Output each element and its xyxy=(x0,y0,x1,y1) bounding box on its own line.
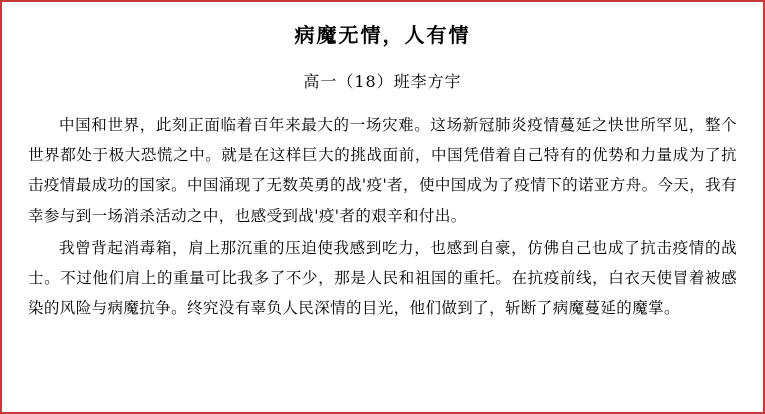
document-body xyxy=(2,2,763,412)
paragraph-1: 中国和世界，此刻正面临着百年来最大的一场灾难。这场新冠肺炎疫情蔓延之快世所罕见，整个世界都处于极大恐慌之中。就是在这样巨大的挑战面前，中国凭借着自己特有的优势和力量成为了抗击疫情最成功的国家。中国涌现了无数英勇的战'疫'者，使中国成为了疫情下的诺亚方舟。今天，我有幸参与到一场消杀活动之中，也感受到战'疫'者的艰辛和付出。 xyxy=(28,116,737,225)
paragraph-container xyxy=(28,110,737,324)
page-title: 病魔无情，人有情 xyxy=(294,23,471,47)
paragraph-2: 我曾背起消毒箱，肩上那沉重的压迫使我感到吃力，也感到自豪，仿佛自己也成了抗击疫情的战士。不过他们肩上的重量可比我多了不少，那是人民和祖国的重托。在抗疫前线，白衣天使冒着被感染的风险与病魔抗争。终究没有辜负人民深情的目光，他们做到了，斩断了病魔蔓延的魔掌。 xyxy=(28,238,737,318)
author-line: 高一（18）班李方宇 xyxy=(303,72,462,91)
